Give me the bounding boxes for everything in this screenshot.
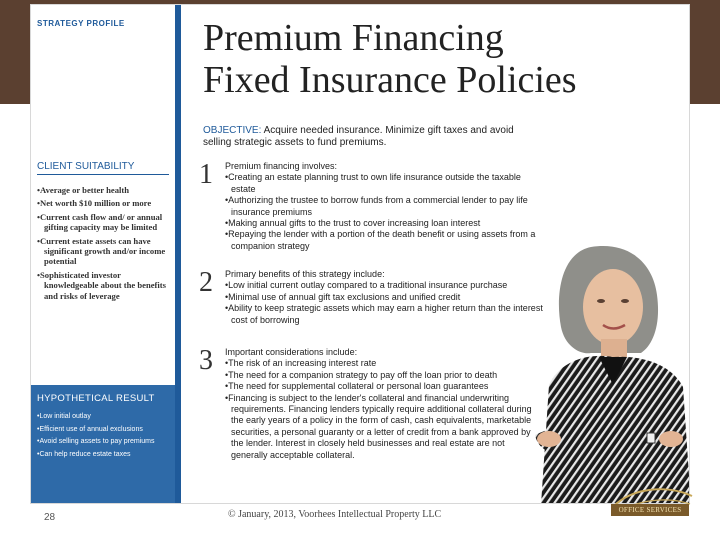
hypothetical-result-title: HYPOTHETICAL RESULT (37, 393, 155, 404)
list-item: • The risk of an increasing interest rate (225, 358, 535, 369)
section-body (225, 161, 545, 252)
list-item: • Current cash flow and/ or annual gifting capacity may be limited (37, 212, 169, 233)
section-body (225, 347, 535, 461)
list-item: • Minimal use of annual gift tax exclusions and unified credit (225, 292, 555, 303)
page-title (203, 17, 683, 101)
list-item: • Current estate assets can have significant growth and/or income potential (37, 236, 169, 267)
woman-portrait-photo (521, 235, 690, 504)
list-item: • Can help reduce estate taxes (37, 451, 171, 460)
document-page (30, 4, 690, 504)
section-items (225, 358, 535, 461)
objective-label: OBJECTIVE: (203, 125, 262, 136)
list-item: • Authorizing the trustee to borrow funds from a commercial lender to pay life insurance premiums (225, 195, 545, 218)
list-item: • Repaying the lender with a portion of the death benefit or using assets from a companion strategy (225, 229, 545, 252)
title-line-1: Premium Financing (203, 17, 504, 59)
list-item: • Ability to keep strategic assets which may earn a higher return than the interest cost of borrowing (225, 303, 555, 326)
hypothetical-result-box (31, 385, 175, 504)
section-body (225, 269, 555, 326)
section-heading: Primary benefits of this strategy include: (225, 269, 385, 279)
hypothetical-result-list (37, 413, 171, 463)
section-number: 2 (199, 267, 213, 298)
list-item: • The need for supplemental collateral or personal loan guarantees (225, 381, 535, 392)
list-item: • Making annual gifts to the trust to cover increasing loan interest (225, 218, 545, 229)
list-item: • Sophisticated investor knowledgeable about the benefits and risks of leverage (37, 270, 169, 301)
section-heading: Premium financing involves: (225, 161, 338, 171)
section-number: 3 (199, 345, 213, 376)
list-item: • Net worth $10 million or more (37, 198, 169, 208)
section-number: 1 (199, 159, 213, 190)
list-item: • Low initial current outlay compared to a traditional insurance purchase (225, 280, 555, 291)
list-item: • Average or better health (37, 185, 169, 195)
section-items (225, 172, 545, 252)
objective-text: Acquire needed insurance. Minimize gift taxes and avoid selling strategic assets to fund premiums. (203, 125, 514, 148)
objective (203, 125, 533, 149)
copyright-text: © January, 2013, Voorhees Intellectual Property LLC (228, 509, 442, 520)
list-item: • The need for a companion strategy to pay off the loan prior to death (225, 370, 535, 381)
list-item: • Creating an estate planning trust to own life insurance outside the taxable estate (225, 172, 545, 195)
client-suitability-title: CLIENT SUITABILITY (37, 161, 169, 175)
page-number: 28 (44, 512, 56, 523)
client-suitability-list (37, 185, 169, 304)
title-line-2: Fixed Insurance Policies (203, 59, 577, 101)
list-item: • Efficient use of annual exclusions (37, 426, 171, 435)
list-item: • Avoid selling assets to pay premiums (37, 438, 171, 447)
section-items (225, 280, 555, 326)
section-heading: Important considerations include: (225, 347, 358, 357)
office-services-logo: OFFICE SERVICES (611, 504, 689, 516)
vertical-divider (175, 5, 181, 504)
list-item: • Low initial outlay (37, 413, 171, 422)
list-item: • Financing is subject to the lender's collateral and financial underwriting requirements. Financing lenders typically require additional collateral during the early years of a policy in the form of cash, cash equivalents, marketable securities, a personal guaranty or a letter of credit from a bank approved by the lender. Interest in closely held businesses and real estate are not generally acceptable collateral. (225, 393, 535, 461)
sidebar (31, 5, 175, 504)
sidebar-header: STRATEGY PROFILE (37, 19, 125, 28)
